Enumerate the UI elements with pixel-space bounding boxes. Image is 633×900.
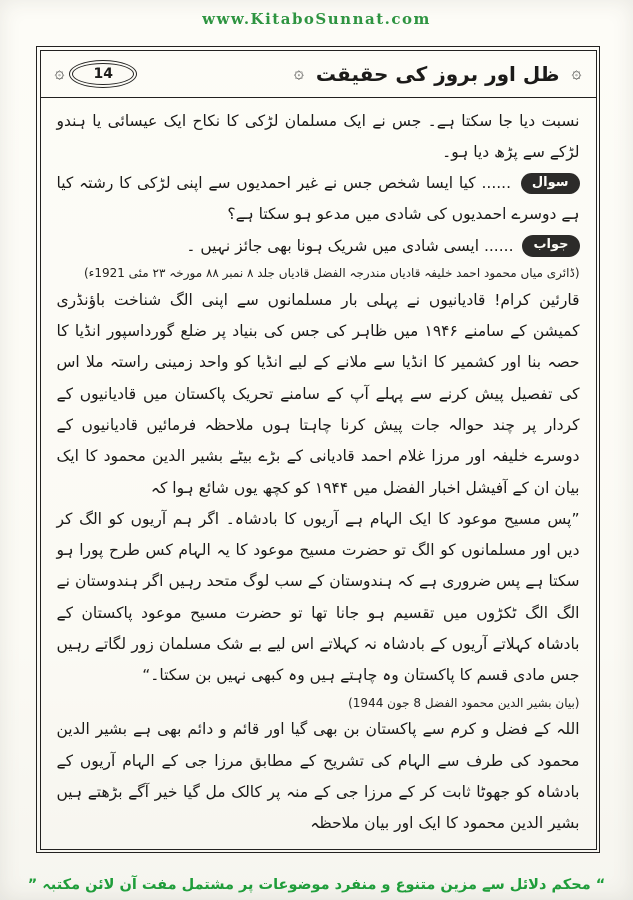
page-header-band [41, 51, 596, 98]
footer-tagline: “ محکم دلائل سے مزین متنوع و منفرد موضوعات پر مشتمل مفت آن لائن مکتبہ ” [27, 877, 606, 893]
citation-diary: (ڈائری میاں محمود احمد خلیفہ قادیاں مندرجہ الفضل قادیاں جلد ۸ نمبر ۸۸ مورخہ ۲۳ مئی 1921ء) [83, 265, 580, 280]
question-line [57, 168, 580, 231]
scroll-ornament-icon: ۞ [54, 63, 65, 83]
answer-text: ...... ایسی شادی میں شریک ہونا بھی جائز نہیں ۔ [186, 236, 514, 255]
page-border-frame [36, 46, 600, 853]
book-title: ظل اور بروز کی حقیقت [315, 61, 560, 86]
question-badge: سوال [521, 173, 580, 195]
body-text [41, 98, 596, 849]
paragraph-closing: اللہ کے فضل و کرم سے پاکستان بن بھی گیا اور قائم و دائم بھی ہے بشیر الدین محمود کی طرف سے الہام کی تشریح کے مطابق مرزا جی کے الہام آریوں کے بادشاہ کو جھوٹا ثابت کر کے مرزا جی کے منہ پر کالک مل گیا خیر آگے بڑھتے ہیں بشیر الدین محمود کا ایک اور بیان ملاحظہ [56, 720, 580, 833]
scroll-ornament-icon: ۞ [293, 63, 304, 83]
paragraph-main: قارئین کرام! قادیانیوں نے پہلی بار مسلمانوں سے اپنی الگ شناخت باؤنڈری کمیشن کے سامنے ۱۹۴۶ میں ظاہر کی جس کی بنیاد پر ضلع گورداسپور انڈیا کا حصہ بنا اور کشمیر کا انڈیا سے ملانے کے لیے انڈیا کو واحد زمینی راستہ ملا اس کی تفصیل پیش کرنے سے پہلے آپ کے سامنے تحریک پاکستان میں قادیانیوں کے کردار پر چند حوالہ جات پیش کرنا چاہتا ہوں ملاحظہ فرمائیں قادیانیوں کے دوسرے خلیفہ اور مرزا غلام احمد قادیانی کے بڑے بیٹے بشیر الدین محمود کا ایک بیان ان کے آفیشل اخبار الفضل میں ۱۹۴۴ کو کچھ یوں شائع ہوا کہ [56, 290, 580, 497]
citation-statement: (بیان بشیر الدین محمود الفضل 8 جون 1944) [348, 695, 580, 710]
quote-paragraph: ”پس مسیح موعود کا ایک الہام ہے آریوں کا بادشاہ۔ اگر ہم آریوں کو الگ کر دیں اور مسلمانوں کو الگ تو حضرت مسیح موعود کا یہ الہام کس طرح پورا ہو سکتا ہے پس ضروری ہے کہ ہندوستان کے سب لوگ متحد رہیں اگر ہندوستان نے الگ الگ ٹکڑوں میں تقسیم ہو جانا تھا تو حضرت مسیح موعود پاکستان کے بادشاہ کہلاتے آریوں کے بادشاہ نہ کہلاتے اس لیے بے شک مسلمان زور لگاتے رہیں جس مادی قسم کا پاکستان وہ چاہتے ہیں وہ کبھی نہیں بن سکتا۔“ [56, 509, 580, 685]
scroll-ornament-icon: ۞ [571, 63, 582, 83]
book-title-area [294, 62, 582, 86]
answer-badge: جواب [522, 235, 579, 257]
website-header: www.KitaboSunnat.com [202, 10, 431, 28]
page-number: 14 [93, 65, 113, 82]
paragraph-intro: نسبت دیا جا سکتا ہے۔ جس نے ایک مسلمان لڑکی کا نکاح ایک عیسائی یا ہندو لڑکے سے پڑھ دیا ہو۔ [56, 111, 580, 161]
answer-line [57, 231, 580, 262]
question-text: ...... کیا ایسا شخص جس نے غیر احمدیوں سے اپنی لڑکی کا رشتہ کیا ہے دوسرے احمدیوں کی شادی میں مدعو ہو سکتا ہے؟ [56, 174, 580, 224]
page-number-area [55, 63, 134, 85]
page-border-inner [40, 50, 597, 850]
page-number-badge [72, 63, 133, 85]
